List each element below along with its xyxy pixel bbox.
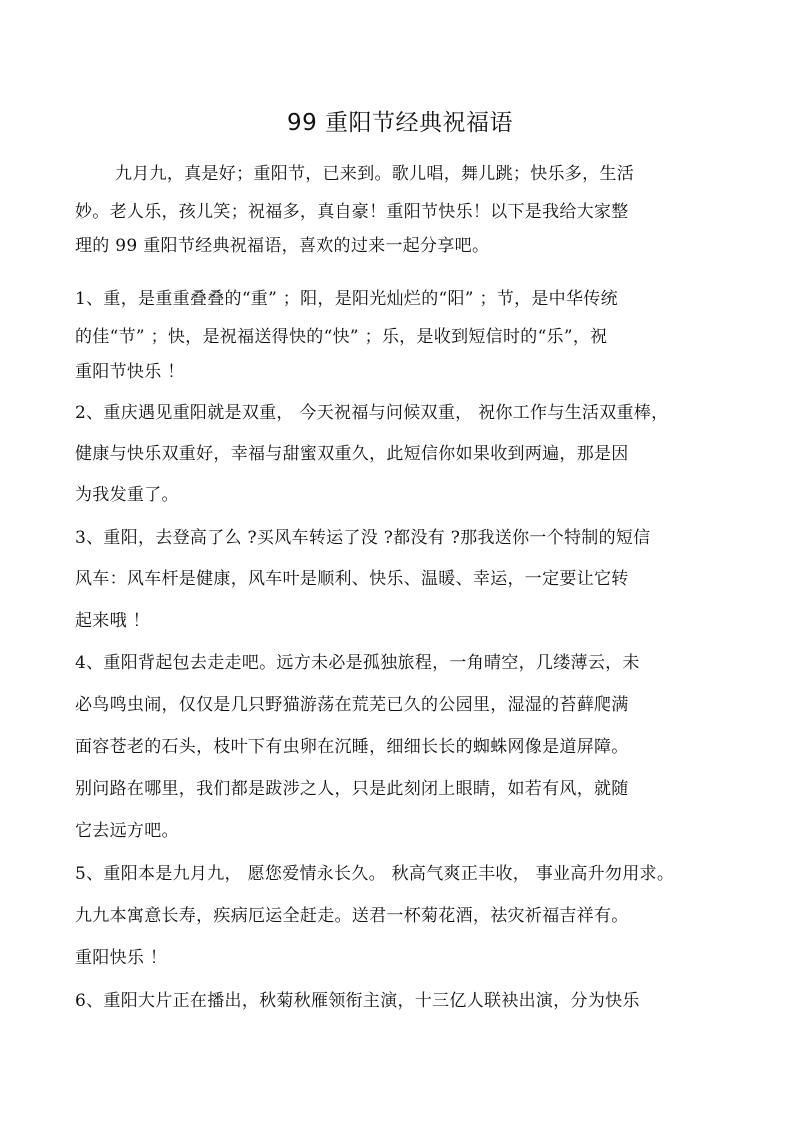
item-line: 它去远方吧。 bbox=[75, 821, 179, 841]
item-line: 为我发重了。 bbox=[75, 485, 179, 505]
item-line: 面容苍老的石头，枝叶下有虫卵在沉睡，细细长长的蜘蛛网像是道屏障。 bbox=[75, 737, 629, 757]
document-title: 99 重阳节经典祝福语 bbox=[286, 110, 514, 136]
intro-line: 理的 99 重阳节经典祝福语，喜欢的过来一起分享吧。 bbox=[75, 236, 490, 256]
item-line: 重阳快乐 ！ bbox=[75, 948, 168, 968]
item-line: 风车：风车杆是健康，风车叶是顺利、快乐、温暖、幸运，一定要让它转 bbox=[75, 569, 629, 589]
item-line: 健康与快乐双重好，幸福与甜蜜双重久，此短信你如果收到两遍，那是因 bbox=[75, 444, 629, 464]
item-line: 别问路在哪里，我们都是跋涉之人，只是此刻闭上眼睛，如若有风，就随 bbox=[75, 779, 629, 799]
item-line: 4、重阳背起包去走走吧。远方未必是孤独旅程，一角晴空，几缕薄云，未 bbox=[75, 653, 640, 673]
item-line: 的佳“节” ；快，是祝福送得快的“快” ；乐，是收到短信时的“乐”，祝 bbox=[75, 327, 608, 347]
item-line: 起来哦 ！ bbox=[75, 611, 150, 631]
item-line: 必鸟鸣虫闹，仅仅是几只野猫游荡在荒芜已久的公园里，湿湿的苔藓爬满 bbox=[75, 695, 629, 715]
item-line: 6、重阳大片正在播出，秋菊秋雁领衔主演，十三亿人联袂出演，分为快乐 bbox=[75, 991, 640, 1011]
item-line: 重阳节快乐 ！ bbox=[75, 362, 185, 382]
intro-line: 妙。老人乐，孩儿笑；祝福多，真自豪！重阳节快乐！以下是我给大家整 bbox=[75, 202, 629, 222]
item-line: 5、重阳本是九月九， 愿您爱情永长久。 秋高气爽正丰收， 事业高升勿用求。 bbox=[75, 864, 675, 884]
intro-line: 九月九，真是好；重阳节，已来到。歌儿唱，舞儿跳；快乐多，生活 bbox=[115, 164, 634, 184]
item-line: 2、重庆遇见重阳就是双重， 今天祝福与问候双重， 祝你工作与生活双重棒， bbox=[75, 403, 669, 423]
item-line: 1、重，是重重叠叠的“重” ；阳，是阳光灿烂的“阳” ；节，是中华传统 bbox=[75, 289, 618, 309]
item-line: 九九本寓意长寿，疾病厄运全赶走。送君一杯菊花酒，祛灾祈福吉祥有。 bbox=[75, 906, 629, 926]
item-line: 3、重阳，去登高了么 ?买风车转运了没 ?都没有 ?那我送你一个特制的短信 bbox=[75, 528, 651, 548]
